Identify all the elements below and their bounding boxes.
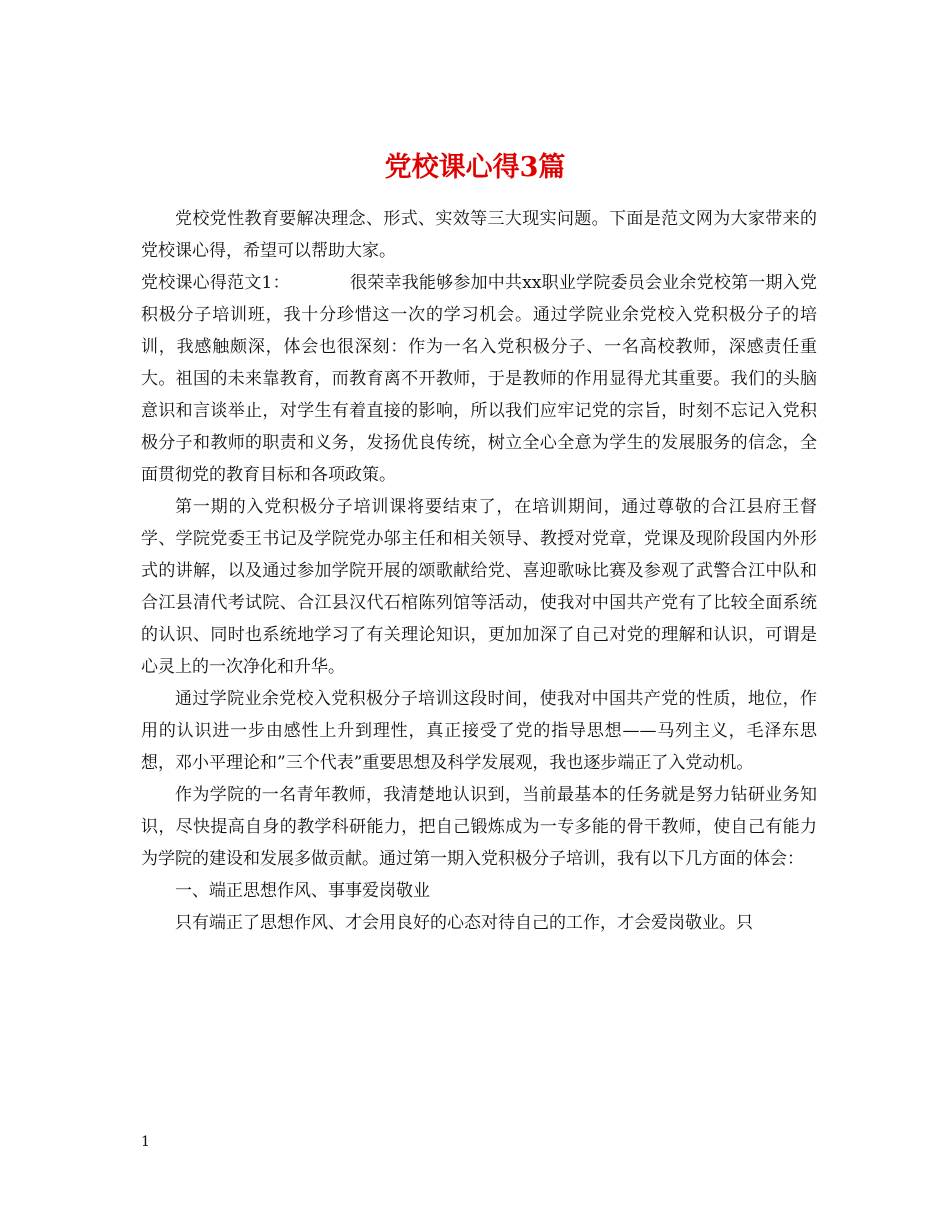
teacher-paragraph: 作为学院的一名青年教师，我清楚地认识到，当前最基本的任务就是努力钻研业务知识，尽快提高自身的教学科研能力，把自己锻炼成为一专多能的骨干教师，使自己有能力为学院的建设和发展多做贡献。通过第一期入党积极分子培训，我有以下几方面的体会： [141,785,817,869]
section-text-1: 只有端正了思想作风、才会用良好的心态对待自己的工作，才会爱岗敬业。只 [175,913,753,933]
section-heading-1: 一、端正思想作风、事事爱岗敬业 [175,881,430,901]
sample-text: 很荣幸我能够参加中共xx职业学院委员会业余党校第一期入党积极分子培训班，我十分珍惜这一次的学习机会。通过学院业余党校入党积极分子的培训，我感触颇深，体会也很深刻：作为一名入党积极分子、一名高校教师，深感责任重大。祖国的未来靠教育，而教育离不开教师，于是教师的作用显得尤其重要。我们的头脑意识和言谈举止，对学生有着直接的影响，所以我们应牢记党的宗旨，时刻不忘记入党积极分子和教师的职责和义务，发扬优良传统，树立全心全意为学生的发展服务的信念，全面贯彻党的教育目标和各项政策。 [141,273,817,485]
document-body [141,203,817,939]
document-title: 党校课心得3篇 [384,152,566,184]
sample-paragraph [141,267,817,491]
understanding-paragraph: 通过学院业余党校入党积极分子培训这段时间，使我对中国共产党的性质，地位，作用的认识进一步由感性上升到理性，真正接受了党的指导思想——马列主义，毛泽东思想，邓小平理论和”三个代表”重要思想及科学发展观，我也逐步端正了入党动机。 [141,689,817,773]
page-number: 1 [141,1134,150,1150]
sample-label: 党校课心得范文1： [141,273,290,293]
intro-paragraph: 党校党性教育要解决理念、形式、实效等三大现实问题。下面是范文网为大家带来的党校课心得，希望可以帮助大家。 [141,209,817,261]
training-paragraph: 第一期的入党积极分子培训课将要结束了，在培训期间，通过尊敬的合江县府王督学、学院党委王书记及学院党办邬主任和相关领导、教授对党章，党课及现阶段国内外形式的讲解，以及通过参加学院开展的颂歌献给党、喜迎歌咏比赛及参观了武警合江中队和合江县清代考试院、合江县汉代石棺陈列馆等活动，使我对中国共产党有了比较全面系统的认识、同时也系统地学习了有关理论知识，更加加深了自己对党的理解和认识，可谓是心灵上的一次净化和升华。 [141,497,817,677]
